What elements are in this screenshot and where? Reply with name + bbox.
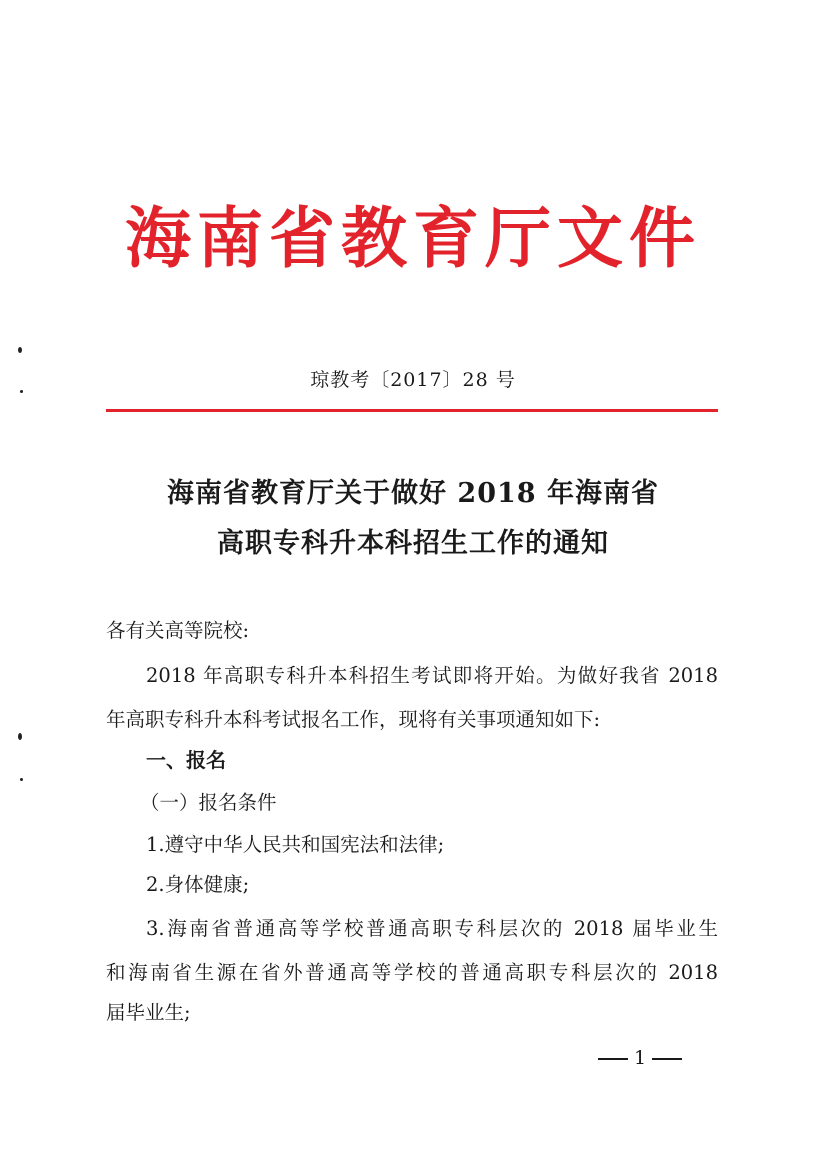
condition-item-3-line-2: 和海南省生源在省外普通高等学校的普通高职专科层次的 2018: [106, 961, 718, 984]
page-number-footer: [560, 1045, 720, 1071]
section-heading-registration: 一、报名: [146, 748, 226, 772]
condition-item-3-line-1: 3.海南省普通高等学校普通高职专科层次的 2018 届毕业生: [146, 917, 718, 940]
binding-mark: [20, 390, 23, 393]
binding-mark: [18, 733, 22, 740]
red-separator-line: [106, 409, 718, 412]
binding-mark: [20, 778, 23, 781]
subsection-heading-conditions: （一）报名条件: [140, 791, 277, 814]
page-dash-right: [652, 1058, 682, 1060]
condition-item-1: 1.遵守中华人民共和国宪法和法律;: [146, 833, 445, 856]
page-number: 1: [633, 1047, 647, 1069]
condition-item-3-line-3: 届毕业生;: [106, 1001, 191, 1024]
intro-paragraph-line-2: 年高职专科升本科考试报名工作，现将有关事项通知如下:: [106, 708, 601, 731]
document-number: 琼教考〔2017〕28 号: [310, 369, 516, 391]
notice-title-line-2: 高职专科升本科招生工作的通知: [217, 528, 609, 559]
page-dash-left: [598, 1058, 628, 1060]
binding-mark: [18, 347, 22, 353]
intro-paragraph-line-1: 2018 年高职专科升本科招生考试即将开始。为做好我省 2018: [146, 664, 718, 687]
condition-item-2: 2.身体健康;: [146, 873, 250, 896]
notice-title-line-1: 海南省教育厅关于做好 2018 年海南省: [167, 478, 659, 509]
agency-header-title: 海南省教育厅文件: [125, 199, 701, 277]
salutation: 各有关高等院校:: [106, 619, 250, 642]
